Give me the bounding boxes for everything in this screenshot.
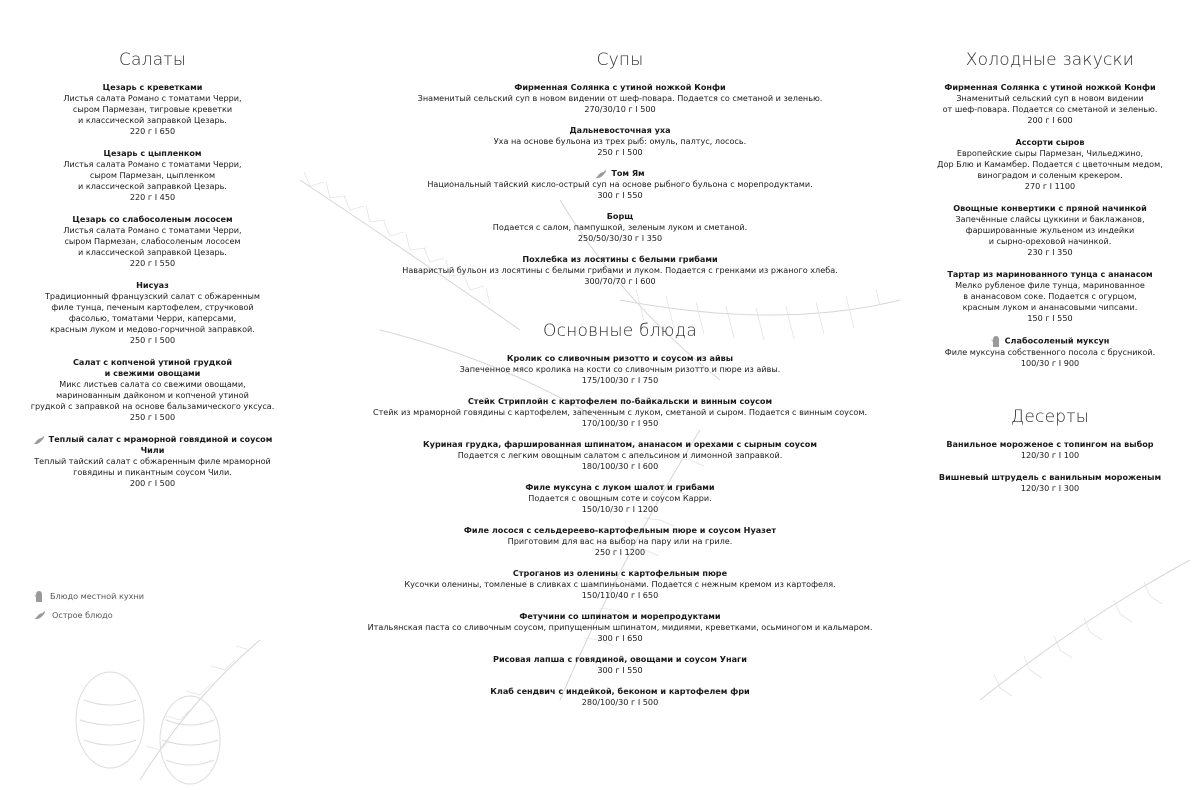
- menu-item: [360, 125, 880, 158]
- menu-item-name: Слабосоленый муксун: [930, 335, 1170, 347]
- menu-item-name: Филе муксуна с луком шалот и грибами: [525, 482, 715, 492]
- chili-pepper-icon: [595, 169, 607, 179]
- menu-item-name: Ассорти сыров: [1015, 137, 1085, 147]
- menu-item-name: Фирменная Солянка с утиной ножкой Конфи: [944, 82, 1156, 92]
- menu-item-name: Вишневый штрудель с ванильным мороженым: [938, 472, 1162, 482]
- menu-item-price: 270/30/10 г I 500: [584, 104, 656, 114]
- menu-item: [30, 148, 275, 203]
- menu-item-price: 180/100/30 г I 600: [581, 461, 659, 471]
- menu-item-price: 175/100/30 г I 750: [581, 375, 659, 385]
- menu-item-description: Листья салата Романо с томатами Черри, сыром Пармезан, тигровые креветки и классической заправкой Цезарь.: [63, 93, 242, 125]
- soups-title: Супы: [596, 50, 644, 70]
- menu-item-description: Стейк из мраморной говядины с картофелем, запеченным с луком, сметаной и сыром. Подается с винным соусом.: [372, 407, 868, 417]
- mains-list: [360, 353, 880, 708]
- menu-item: [930, 82, 1170, 126]
- menu-item: [30, 82, 275, 137]
- menu-item-price: 300/70/70 г I 600: [584, 276, 656, 286]
- soups-list: [360, 82, 880, 287]
- mitten-icon: [991, 335, 1001, 347]
- menu-item: [360, 686, 880, 708]
- menu-item: [360, 611, 880, 644]
- menu-item: [930, 137, 1170, 192]
- menu-item: [360, 482, 880, 515]
- cold-list: [930, 82, 1170, 369]
- menu-item-name: Ванильное мороженое с топингом на выбор: [946, 439, 1154, 449]
- menu-item-description: Европейские сыры Пармезан, Чильеджино, Дор Блю и Камамбер. Подается с цветочным медом, виноградом и соленым крекером.: [937, 148, 1163, 180]
- menu-item-name: Цезарь с креветками: [102, 82, 203, 92]
- menu-item-price: 250 г I 500: [597, 147, 643, 157]
- menu-item-price: 300 г I 550: [597, 190, 643, 200]
- menu-item-price: 100/30 г I 900: [1020, 358, 1080, 368]
- chili-pepper-icon: [33, 435, 45, 445]
- menu-item-price: 170/100/30 г I 950: [581, 418, 659, 428]
- desserts-list: [930, 439, 1170, 494]
- menu-item-name: Нисуаз: [136, 280, 169, 290]
- menu-item-name: Цезарь с цыпленком: [103, 148, 202, 158]
- menu-item-description: Запечённые слайсы цуккини и баклажанов, фаршированные жульеном из индейки и сырно-ореховой начинкой.: [955, 214, 1145, 246]
- menu-item-description: Традиционный французский салат с обжаренным филе тунца, печеным картофелем, стручковой фасолью, томатами Черри, каперсами, красным луком и медово-горчичной заправкой.: [44, 291, 260, 334]
- menu-item-description: Листья салата Романо с томатами Черри, сыром Пармезан, слабосоленым лососем и классической заправкой Цезарь.: [63, 225, 242, 257]
- menu-item-name: Салат с копченой утиной грудкой и свежими овощами: [72, 357, 233, 378]
- menu-item-description: Теплый тайский салат с обжаренным филе мраморной говядины и пикантным соусом Чили.: [34, 456, 271, 477]
- menu-item-price: 120/30 г I 300: [1020, 483, 1080, 493]
- menu-item-price: 250 г I 500: [129, 335, 176, 345]
- menu-item-price: 280/100/30 г I 500: [581, 697, 659, 707]
- menu-item: [360, 439, 880, 472]
- menu-item: [360, 211, 880, 244]
- menu-item-price: 230 г I 350: [1027, 247, 1073, 257]
- menu-item-description: Знаменитый сельский суп в новом видении от шеф-повара. Подается со сметаной и зеленью.: [417, 93, 823, 103]
- menu-item-description: Листья салата Романо с томатами Черри, сыром Пармезан, цыпленком и классической заправкой Цезарь.: [63, 159, 242, 191]
- menu-item-price: 220 г I 450: [129, 192, 176, 202]
- menu-item-description: Подается с салом, пампушкой, зеленым луком и сметаной.: [492, 222, 748, 232]
- desserts-title: Десерты: [1011, 407, 1089, 427]
- menu-item-description: Национальный тайский кисло-острый суп на основе рыбного бульона с морепродуктами.: [427, 179, 813, 189]
- chili-pepper-icon: [34, 610, 46, 620]
- salads-list: [30, 82, 275, 489]
- menu-item: [360, 168, 880, 201]
- menu-item-name: Стейк Стриплойн с картофелем по-байкальски и винным соусом: [467, 396, 773, 406]
- menu-item-description: Уха на основе бульона из трех рыб: омуль, палтус, лосось.: [493, 136, 747, 146]
- mitten-icon: [34, 590, 44, 602]
- menu-item-name: Филе лосося с сельдерeево-картофельным пюре и соусом Нуазет: [463, 525, 777, 535]
- menu-item: [360, 525, 880, 558]
- menu-item: [930, 472, 1170, 494]
- menu-item-description: Наваристый бульон из лосятины с белыми грибами и луком. Подается с гренками из ржаного хлеба.: [402, 265, 838, 275]
- menu-item-price: 200 г I 500: [129, 478, 176, 488]
- menu-item-price: 200 г I 600: [1027, 115, 1073, 125]
- menu-item-description: Микс листьев салата со свежими овощами, маринованным дайконом и копченой утиной грудкой с заправкой на основе бальзамического уксуса.: [30, 379, 275, 411]
- menu-item-price: 220 г I 650: [129, 126, 176, 136]
- mains-title: Основные блюда: [543, 321, 697, 341]
- menu-item-description: Подается с легким овощным салатом с апельсином и лимонной заправкой.: [457, 450, 783, 460]
- menu-item-price: 300 г I 550: [597, 665, 643, 675]
- menu-item-description: Кусочки оленины, томленые в сливках с шампиньонами. Подается с нежным кремом из картофеля.: [404, 579, 836, 589]
- cold-title: Холодные закуски: [965, 50, 1135, 70]
- salads-section: [30, 50, 275, 500]
- menu-item: [360, 654, 880, 676]
- menu-item-price: 250/50/30/30 г I 350: [577, 233, 663, 243]
- menu-item: [30, 357, 275, 423]
- menu-item-price: 250 г I 500: [129, 412, 176, 422]
- middle-column: [360, 50, 880, 718]
- menu-item-name: Дальневосточная уха: [569, 125, 671, 135]
- menu-item-price: 150/110/40 г I 650: [581, 590, 659, 600]
- menu-item: [360, 82, 880, 115]
- menu-item-name: Борщ: [606, 211, 634, 221]
- menu-item-description: Знаменитый сельский суп в новом видении от шеф-повара. Подается со сметаной и зеленью.: [942, 93, 1158, 114]
- menu-item-name: Куриная грудка, фаршированная шпинатом, ананасом и орехами с сырным соусом: [423, 439, 817, 449]
- menu-item-description: Итальянская паста со сливочным соусом, припущенным шпинатом, мидиями, креветками, осьминогом и кальмаром.: [367, 622, 873, 632]
- legend-local-label: Блюдо местной кухни: [50, 591, 145, 601]
- menu-item-name: Фирменная Солянка с утиной ножкой Конфи: [514, 82, 726, 92]
- salads-title: Салаты: [118, 50, 187, 70]
- menu-item-description: Мелко рубленое филе тунца, маринованное в ананасовом соке. Подается с огурцом, красным луком и ананасовыми чипсами.: [955, 280, 1145, 312]
- menu-item: [360, 396, 880, 429]
- menu-item: [360, 568, 880, 601]
- menu-item: [360, 254, 880, 287]
- menu-item-name: Овощные конвертики с пряной начинкой: [953, 203, 1147, 213]
- menu-item-price: 120/30 г I 100: [1020, 450, 1080, 460]
- menu-item-price: 270 г I 1100: [1024, 181, 1076, 191]
- menu-item-name: Тартар из маринованного тунца с ананасом: [947, 269, 1153, 279]
- menu-item-name: Рисовая лапша с говядиной, овощами и соусом Унаги: [493, 654, 747, 664]
- menu-item: [930, 439, 1170, 461]
- legend-spicy-label: Острое блюдо: [52, 610, 113, 620]
- menu-item-price: 150/10/30 г I 1200: [581, 504, 659, 514]
- legend-spicy: [34, 610, 144, 620]
- menu-item-name: Цезарь со слабосоленым лососем: [72, 214, 233, 224]
- menu-item: [930, 203, 1170, 258]
- menu-item-name: Строганов из оленины с картофельным пюре: [512, 568, 728, 578]
- menu-item-name: Фетучини со шпинатом и морепродуктами: [519, 611, 721, 621]
- menu-item-name: Том Ям: [360, 168, 880, 179]
- menu-item: [930, 335, 1170, 369]
- menu-item-price: 250 г I 1200: [594, 547, 646, 557]
- menu-item: [930, 269, 1170, 324]
- legend: [34, 590, 144, 628]
- menu-item-name: Кролик со сливочным ризотто и соусом из айвы: [506, 353, 734, 363]
- menu-item-price: 300 г I 650: [597, 633, 643, 643]
- menu-item-name: Клаб сендвич с индейкой, беконом и картофелем фри: [490, 686, 750, 696]
- menu-item: [30, 434, 275, 489]
- menu-item-name: Теплый салат с мраморной говядиной и соусом Чили: [30, 434, 275, 456]
- right-column: [930, 50, 1170, 505]
- menu-item: [360, 353, 880, 386]
- menu-item-description: Приготовим для вас на выбор на пару или на гриле.: [507, 536, 733, 546]
- menu-item: [30, 280, 275, 346]
- menu-item-description: Подается с овощным соте и соусом Карри.: [528, 493, 712, 503]
- menu-item: [30, 214, 275, 269]
- menu-item-price: 220 г I 550: [129, 258, 176, 268]
- menu-item-description: Запеченное мясо кролика на кости со сливочным ризотто и пюре из айвы.: [459, 364, 781, 374]
- legend-local: [34, 590, 144, 602]
- menu-item-name: Похлебка из лосятины с белыми грибами: [522, 254, 718, 264]
- menu-item-price: 150 г I 550: [1027, 313, 1073, 323]
- menu-item-description: Филе муксуна собственного посола с брусникой.: [944, 347, 1156, 357]
